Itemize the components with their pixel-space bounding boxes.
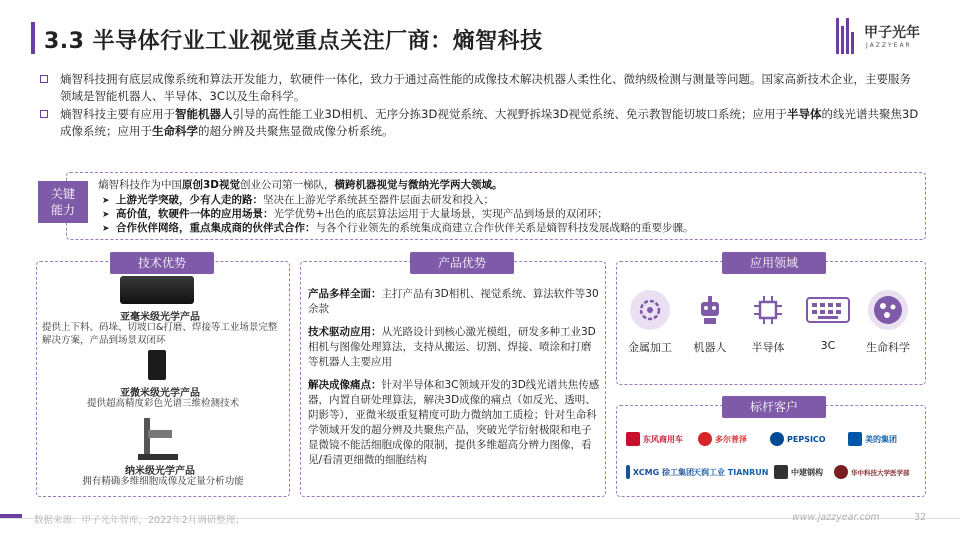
client-logo: PEPSICO	[770, 430, 838, 448]
intro-paragraph-1	[40, 71, 920, 105]
app-label: 机器人	[693, 341, 727, 354]
title-accent-bar	[31, 22, 35, 54]
key-capability-lead: 熵智科技作为中国原创3D视觉创业公司第一梯队，横跨机器视觉与微纳光学两大领域。	[98, 179, 503, 191]
nanoscale-microscope-image	[138, 418, 178, 460]
logo-bars-icon	[836, 18, 858, 54]
key-capability-label: 关键 能力	[38, 181, 88, 223]
square-bullet-icon	[40, 75, 48, 83]
app-label: 金属加工	[628, 341, 672, 354]
arrow-bullet-icon: ➤	[102, 196, 110, 206]
clients-tag: 标杆客户	[722, 396, 826, 418]
intro-paragraph-2	[40, 106, 920, 140]
submillimeter-camera-image	[120, 276, 194, 304]
product-desc: 拥有精确多维细胞成像及定量分析功能	[82, 476, 244, 487]
client-logo: 多尔普泽	[698, 430, 766, 448]
key-capability-item: ➤ 高价值，软硬件一体的应用场景：光学优势+出色的底层算法运用于大量场景，实现产品到场景的双闭环；	[102, 208, 608, 220]
client-logo: XCMG 徐工集团	[626, 463, 694, 481]
product-name: 亚微米级光学产品	[120, 388, 200, 399]
client-logo: 华中科技大学医学部	[834, 463, 922, 481]
client-logo: 天润工业 TIANRUN	[693, 467, 769, 477]
application-tag: 应用领域	[722, 252, 826, 274]
robot-icon	[690, 290, 730, 330]
cell-icon	[868, 290, 908, 330]
product-para: 产品多样全面：主打产品有3D相机、视觉系统、算法软件等30余款	[308, 288, 599, 315]
clients-panel	[616, 405, 926, 497]
key-capability-item: ➤ 上游光学突破，少有人走的路：坚决在上游光学系统甚至器件层面去研发和投入；	[102, 194, 494, 206]
footer-url[interactable]: www.jazzyear.com	[792, 512, 880, 523]
key-capability-item: ➤ 合作伙伴网络，重点集成商的伙伴式合作：与各个行业领先的系统集成商建立合作伙伴关系是熵智科技发展战略的重要步骤。	[102, 222, 694, 234]
app-label: 3C	[820, 339, 836, 352]
product-advantage-text	[308, 287, 600, 476]
footer-source: 数据来源：甲子光年智库，2022年2月调研整理；	[34, 515, 245, 526]
semiconductor-icon	[748, 290, 788, 330]
client-logo: 东风商用车	[626, 430, 694, 448]
product-para: 技术驱动应用：从光路设计到核心激光模组，研发多种工业3D相机与图像处理算法，支持从搬运、切割、焊接、喷涂和打磨等机器人主要应用	[308, 326, 596, 368]
product-name: 亚毫米级光学产品	[120, 312, 200, 323]
logo-text: 甲子光年	[864, 25, 920, 41]
footer-accent-bar	[0, 514, 22, 518]
intro-text-2: 熵智科技主要有应用于智能机器人引导的高性能工业3D相机、无序分拣3D视觉系统、大视野拆垛3D视觉系统、免示教智能切坡口系统；应用于半导体的线光谱共聚焦3D成像系统；应用于生命科学的超分辨及共聚焦显微成像分析系统。	[60, 107, 919, 138]
product-desc: 提供超高精度彩色光谱三维检测技术	[86, 398, 239, 409]
jazzyear-logo	[836, 18, 936, 62]
page-number: 32	[914, 512, 927, 523]
product-name: 纳米级光学产品	[125, 466, 195, 477]
intro-text-1: 熵智科技拥有底层成像系统和算法开发能力，软硬件一体化，致力于通过高性能的成像技术解决机器人柔性化、微纳级检测与测量等问题。国家高新技术企业，主要服务领域是智能机器人、半导体、3C以及生命科学。	[60, 72, 911, 103]
submicron-sensor-image	[148, 350, 166, 380]
arrow-bullet-icon: ➤	[102, 210, 110, 220]
keyboard-icon	[806, 296, 850, 324]
square-bullet-icon	[40, 110, 48, 118]
page-title: 3.3 半导体行业工业视觉重点关注厂商：熵智科技	[44, 29, 543, 54]
client-logo: 中建钢构	[774, 463, 834, 481]
tech-advantage-tag: 技术优势	[110, 252, 214, 274]
arrow-bullet-icon: ➤	[102, 224, 110, 234]
logo-subtext: JAZZYEAR	[866, 42, 912, 49]
app-label: 半导体	[751, 341, 785, 354]
product-para: 解决成像痛点：针对半导体和3C领域开发的3D线光谱共焦传感器，内置自研处理算法，解决3D成像的痛点（如反光、透明、阴影等），亚微米级重复精度可助力微纳加工质检；针对生命科学领域开发的超分辨及共聚焦产品，突破光学衍射极限和电子显微镜不能活细胞成像的限制，提供多维超高分辨力图像，看见/看清更细微的细胞结构	[308, 379, 600, 466]
client-logo: 美的集团	[848, 430, 920, 448]
product-advantage-tag: 产品优势	[410, 252, 514, 274]
product-desc: 提供上下料、码垛、切坡口&打磨、焊接等工业场景完整解决方案，产品到场景双闭环	[42, 322, 278, 346]
metal-processing-icon	[630, 290, 670, 330]
app-label: 生命科学	[866, 341, 910, 354]
